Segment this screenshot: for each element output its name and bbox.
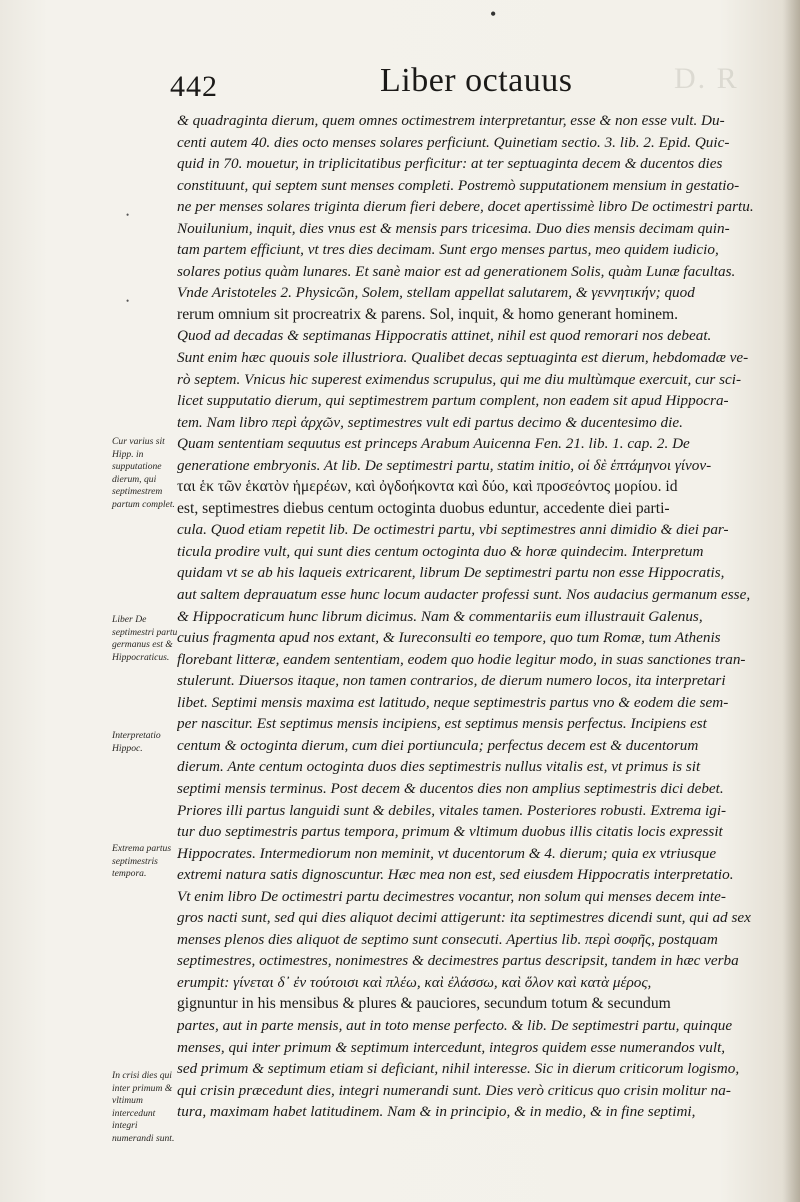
text-line: generatione embryonis. At lib. De septimestri partu, statim initio, οἱ δὲ ἑπτάμηνοι γίνον-: [177, 456, 712, 474]
text-line: ne per menses solares triginta dierum fieri debere, docet apertissimè libro De octimestri partu.: [177, 198, 754, 216]
text-line: Vt enim libro De octimestri partu decimestres vocantur, non solum qui menses decem inte-: [177, 887, 726, 905]
text-line: tura, maximam habet latitudinem. Nam & in principio, & in medio, & in fine septimi,: [177, 1103, 696, 1121]
text-line: partes, aut in parte mensis, aut in toto mense perfecto. & lib. De septimestri partu, quinque: [177, 1016, 733, 1034]
margin-note: In crisi dies qui inter primum & vltimum intercedunt integri numerandi sunt.: [112, 1070, 175, 1144]
text-line: qui crisin præcedunt dies, integri numerandi sunt. Dies verò criticus quo crisin molitur na-: [177, 1081, 731, 1099]
text-line: Vnde Aristoteles 2. Physicῶn, Solem, stellam appellat salutarem, & γεννητικήν; quod: [177, 284, 695, 302]
text-line: solares potius quàm lunares. Et sanè maior est ad generationem Solis, quàm Lunæ facultas.: [177, 262, 736, 280]
text-line: gros nacti sunt, sed qui dies aliquot decimi attigerunt: ita septimestres dicendi sunt, qui ad sex: [177, 909, 751, 927]
text-line: Priores illi partus languidi sunt & debiles, vitales tamen. Posteriores robusti. Extrema igi-: [177, 801, 727, 819]
text-line: tur duo septimestris partus tempora, primum & vltimum duobus illis citatis locis expressit: [177, 823, 723, 841]
margin-note: Interpretatio Hippoc.: [112, 730, 161, 754]
text-line: rerum omnium sit procreatrix & parens. Sol, inquit, & homo generant hominem.: [177, 305, 679, 323]
margin-note: Extrema partus septimestris tempora.: [112, 843, 172, 880]
bleed-through-text: D. R: [674, 62, 739, 95]
margin-bullet: •: [126, 210, 130, 220]
text-line: sed primum & septimum etiam si deficiant, nihil interesse. Sic in dierum criticorum logismo,: [177, 1060, 740, 1078]
text-line: dierum. Ante centum octoginta duos dies septimestris nullus vitalis est, vt primus is sit: [177, 758, 701, 776]
text-line: septimestres, octimestres, nonimestres & decimestres partus descripsit, tandem in hæc verba: [177, 952, 739, 970]
text-line: rò septem. Vnicus hic superest eximendus scrupulus, qui me diu multùmque exercuit, cur sci-: [177, 370, 742, 388]
text-line: Quod ad decadas & septimanas Hippocratis attinet, nihil est quod remorari nos debeat.: [177, 327, 712, 345]
text-line: Hippocrates. Intermediorum non meminit, vt ducentorum & 4. dierum; quia ex vtriusque: [177, 844, 717, 862]
text-line: quid in 70. mouetur, in triplicitatibus perficitur: at ter septuaginta decem & ducentos dies: [177, 155, 723, 173]
ink-dot: •: [490, 4, 497, 24]
text-line: tam partem efficiunt, vt tres dies decimam. Sunt ergo menses partus, meo quidem iudicio,: [177, 241, 719, 259]
page-edge-shadow: [782, 0, 800, 1202]
text-line: quidam vt se ab his laqueis extricarent, librum De septimestri partu non esse Hippocratis,: [177, 564, 725, 582]
text-line: Quam sententiam sequutus est princeps Arabum Auicenna Fen. 21. lib. 1. cap. 2. De: [177, 435, 690, 453]
text-line: & Hippocraticum hunc librum dicimus. Nam & commentariis eum illustrauit Galenus,: [177, 607, 703, 625]
margin-bullet: •: [126, 296, 130, 306]
text-line: menses plenos dies aliquot de septimo sunt consecuti. Apertius lib. περὶ σοφῆς, postquam: [177, 930, 718, 948]
text-line: tem. Nam libro περὶ ἀρχῶν, septimestres vult edi partus decimo & ducentesimo die.: [177, 413, 683, 431]
margin-note: Liber De septimestri partu germanus est & Hippocraticus.: [112, 614, 178, 663]
text-line: Nouilunium, inquit, dies vnus est & mensis pars tricesima. Duo dies mensis decimam quin-: [177, 219, 730, 237]
text-line: licet supputatio dierum, qui septimestrem partum complent, non eadem sit apud Hippocra-: [177, 392, 729, 410]
text-line: septimi mensis terminus. Post decem & ducentos dies non amplius septimestris dici debet.: [177, 779, 724, 797]
text-line: menses, qui inter primum & septimum intercedunt, integros quidem esse numerandos vult,: [177, 1038, 726, 1056]
text-line: ται ἑκ τῶν ἑκατὸν ἡμερέων, καὶ ὀγδοήκοντα καὶ δύο, καὶ προσεόντος μορίου. id: [177, 478, 678, 496]
text-line: cula. Quod etiam repetit lib. De octimestri partu, vbi septimestres anni dimidio & diei par-: [177, 521, 729, 539]
main-text-block: [177, 110, 767, 1123]
text-line: constituunt, qui septem sunt menses completi. Postremò supputationem mensium in gestatio-: [177, 176, 740, 194]
text-line: centi autem 40. dies octo menses solares perficiunt. Quinetiam sectio. 3. lib. 2. Epid. Quic-: [177, 133, 730, 151]
text-line: libet. Septimi mensis maxima est latitudo, neque septimestris partus vno & eodem die sem-: [177, 693, 729, 711]
text-line: est, septimestres diebus centum octoginta duobus eduntur, accedente diei parti-: [177, 499, 670, 517]
text-line: & quadraginta dierum, quem omnes octimestrem interpretantur, esse & non esse vult. Du-: [177, 112, 725, 129]
text-line: erumpit: γίνεται δ᾽ ἐν τούτοισι καὶ πλέω, καὶ ἐλάσσω, καὶ ὅλον καὶ κατὰ μέρος,: [177, 973, 652, 991]
text-line: centum & octoginta dierum, cum diei portiuncula; perfectus decem est & ducentorum: [177, 736, 699, 754]
text-line: per nascitur. Est septimus mensis incipiens, est septimus mensis perfectus. Incipiens est: [177, 715, 707, 733]
text-line: stulerunt. Diuersos itaque, non tamen contrarios, de dierum numero locos, ita interpretari: [177, 672, 726, 690]
margin-note: Cur varius sit Hipp. in supputatione dierum, qui septimestrem partum complet.: [112, 436, 175, 510]
text-line: Sunt enim hæc quouis sole illustriora. Qualibet decas septuaginta est dierum, hebdomadæ ve-: [177, 349, 749, 367]
text-line: ticula prodire vult, qui sunt dies centum octoginta duo & horæ quindecim. Interpretum: [177, 542, 704, 560]
text-line: florebant litteræ, eandem sententiam, eodem quo hodie legitur modo, in suas sanctiones tran-: [177, 650, 746, 668]
text-line: cuius fragmenta apud nos extant, & Iureconsulti eo tempore, quo tum Romæ, tum Athenis: [177, 629, 721, 647]
running-head: Liber octauus: [380, 62, 573, 99]
page-number: 442: [170, 70, 218, 103]
text-line: gignuntur in his mensibus & plures & pauciores, secundum totum & secundum: [177, 995, 671, 1013]
text-line: extremi natura satis dignoscuntur. Hæc mea non est, sed eiusdem Hippocratis interpretatio.: [177, 866, 734, 884]
text-line: aut saltem deprauatum esse hunc locum audacter professi sunt. Nos audacius germanum esse,: [177, 586, 751, 604]
